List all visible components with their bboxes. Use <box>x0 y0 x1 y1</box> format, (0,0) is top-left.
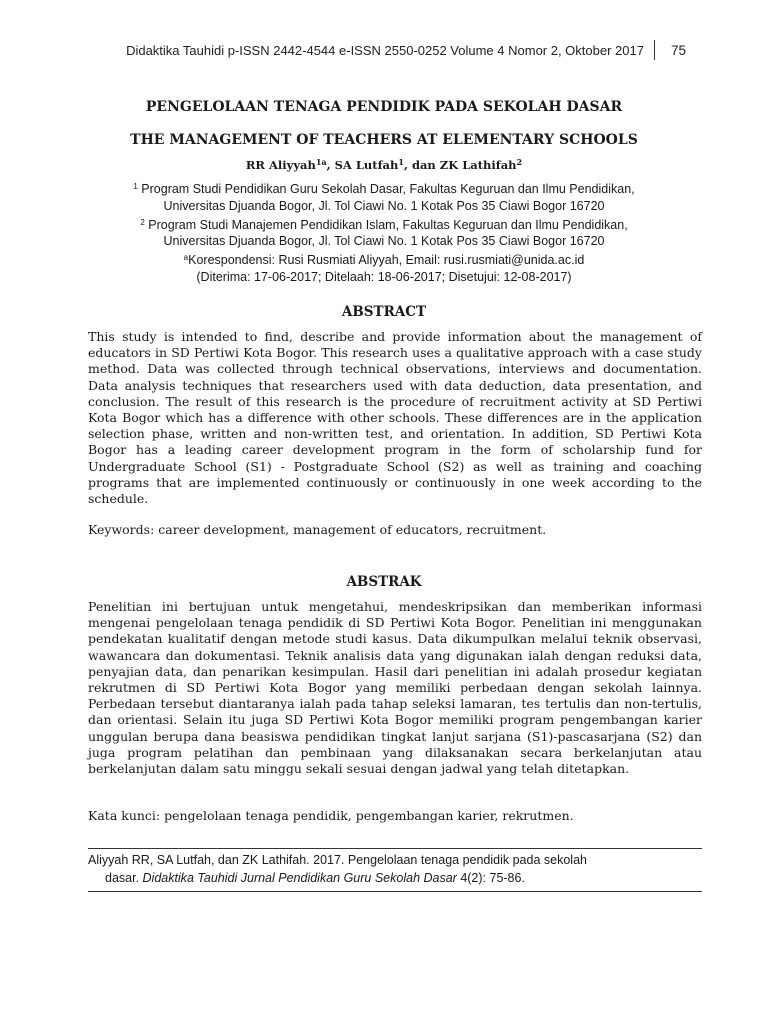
affiliation-1-text: Program Studi Pendidikan Guru Sekolah Dasar, Fakultas Keguruan dan Ilmu Pendidikan, <box>137 182 635 196</box>
page-number: 75 <box>670 42 686 58</box>
author-list <box>0 157 768 172</box>
correspondence-text: Korespondensi: Rusi Rusmiati Aliyyah, Email: rusi.rusmiati@unida.ac.id <box>188 253 585 268</box>
affiliation-2-line2: Universitas Djuanda Bogor, Jl. Tol Ciawi No. 1 Kotak Pos 35 Ciawi Bogor 16720 <box>163 234 605 249</box>
affiliation-2-text: Program Studi Manajemen Pendidikan Islam, Fakultas Keguruan dan Ilmu Pendidikan, <box>144 217 628 232</box>
abstrak-heading: ABSTRAK <box>346 574 422 590</box>
affiliation-2-line1 <box>0 215 768 234</box>
citation-volume: 4(2): 75-86. <box>456 870 525 885</box>
author-3-sup: 2 <box>516 157 523 167</box>
review-dates: (Diterima: 17-06-2017; Ditelaah: 18-06-2017; Disetujui: 12-08-2017) <box>196 269 572 284</box>
abstrak-keywords: Kata kunci: pengelolaan tenaga pendidik, pengembangan karier, rekrutmen. <box>88 808 574 823</box>
citation-journal: Didaktika Tauhidi Jurnal Pendidikan Guru Sekolah Dasar <box>142 870 457 885</box>
affiliation-1-line2: Universitas Djuanda Bogor, Jl. Tol Ciawi No. 1 Kotak Pos 35 Ciawi Bogor 16720 <box>163 198 605 213</box>
author-2: , SA Lutfah <box>326 158 399 172</box>
citation-line-1: Aliyyah RR, SA Lutfah, dan ZK Lathifah. 2017. Pengelolaan tenaga pendidik pada sekolah <box>88 853 587 867</box>
author-2-sup: 1 <box>398 157 404 167</box>
affiliation-1-sup: 1 <box>133 182 138 191</box>
journal-info: Didaktika Tauhidi p-ISSN 2442-4544 e-ISSN 2550-0252 Volume 4 Nomor 2, Oktober 2017 <box>126 42 644 58</box>
abstract-heading: ABSTRACT <box>341 304 427 320</box>
citation-box <box>88 848 702 892</box>
title-indonesian: PENGELOLAAN TENAGA PENDIDIK PADA SEKOLAH DASAR <box>145 99 623 115</box>
affiliation-2-sup: 2 <box>140 217 145 227</box>
running-header <box>126 40 686 60</box>
author-1-sup: 1a <box>315 157 327 167</box>
abstract-keywords: Keywords: career development, management of educators, recruitment. <box>88 522 547 537</box>
affiliation-1-line1 <box>0 179 768 198</box>
abstrak-body: Penelitian ini bertujuan untuk mengetahui, mendeskripsikan dan memberikan informasi mengenai pengelolaan tenaga pendidik di SD Pertiwi Kota Bogor. Penelitian ini menggunakan pendekatan kualitatif dengan metode studi kasus. Data dikumpulkan melalui teknik observasi, wawancara dan dokumentasi. Teknik analisis data yang digunakan ialah dengan reduksi data, penyajian data, dan penarikan kesimpulan. Hasil dari penelitian ini adalah prosedur kegiatan rekrutmen di SD Pertiwi Kota Bogor yang memiliki perbedaan dengan sekolah lainnya. Perbedaan tersebut diantaranya ialah pada tahap seleksi lamaran, tes tertulis dan non-tertulis, dan orientasi. Selain itu juga SD Pertiwi Kota Bogor memiliki program pengembangan karier unggulan berupa dana beasiswa pendidikan tingkat lanjut sarjana (S1)-pascasarjana (S2) dan juga program pelatihan dan pembinaan yang dilaksanakan secara berkelanjutan atau berkelanjutan dalam satu minggu sekali sesuai dengan jadwal yang telah ditetapkan. <box>88 599 702 777</box>
author-1: RR Aliyyah <box>245 158 316 172</box>
citation-plain: dasar. <box>105 870 143 885</box>
author-3: , dan ZK Lathifah <box>403 158 517 172</box>
citation-line-2 <box>88 870 702 888</box>
title-english: THE MANAGEMENT OF TEACHERS AT ELEMENTARY SCHOOLS <box>130 132 638 148</box>
correspondence-sup: a <box>183 253 189 263</box>
abstract-body: This study is intended to find, describe and provide information about the management of educators in SD Pertiwi Kota Bogor. This research uses a qualitative approach with a case study method. Data was collected through technical observations, interviews and documentation. Data analysis techniques that researchers used with data deduction, data presentation, and conclusion. The result of this research is the procedure of recruitment activity at SD Pertiwi Kota Bogor which has a difference with other schools. These differences are in the application selection phase, written and non-written test, and orientation. In addition, SD Pertiwi Kota Bogor has a leading career development program in the form of scholarship fund for Undergraduate School (S1) - Postgraduate School (S2) as well as training and coaching programs that are implemented continuously or continuously in one week according to the schedule. <box>88 329 702 507</box>
affiliations <box>0 179 768 286</box>
correspondence <box>0 250 768 269</box>
